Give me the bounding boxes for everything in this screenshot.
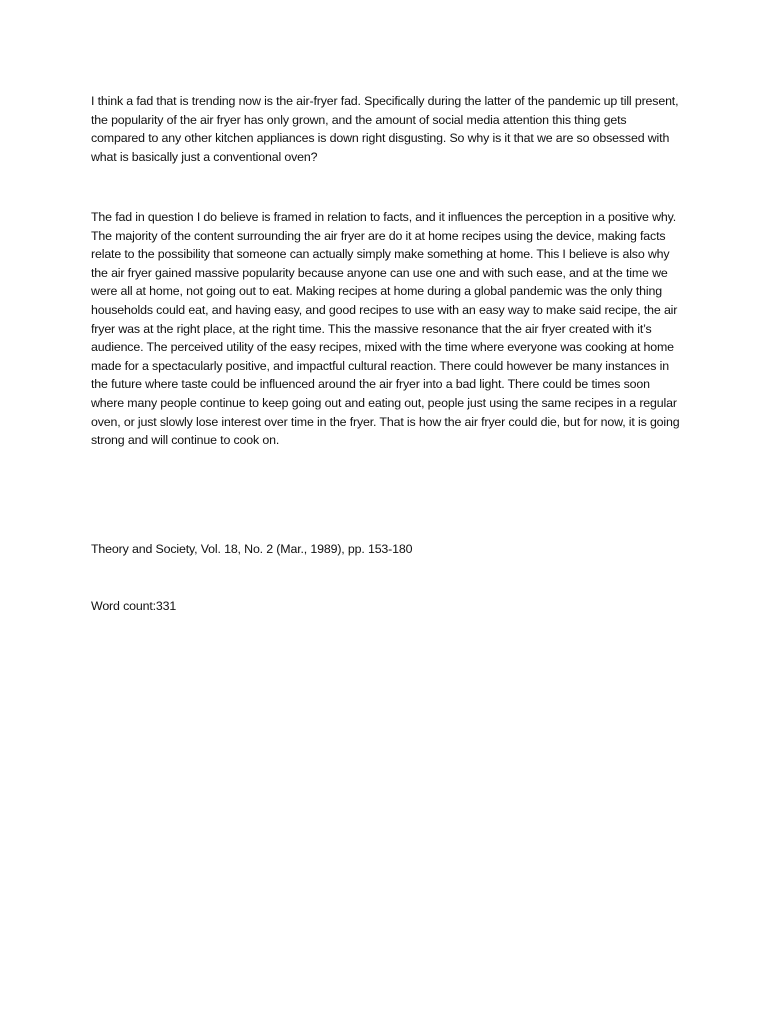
paragraph-analysis: The fad in question I do believe is framed in relation to facts, and it influences the perception in a positive why. The majority of the content surrounding the air fryer are do it at home recipes using the device, making facts relate to the possibility that someone can actually simply make something at home. This I believe is also why the air fryer gained massive popularity because anyone can use one and with such ease, and at the time we were all at home, not going out to eat. Making recipes at home during a global pandemic was the only thing households could eat, and having easy, and good recipes to use with an easy way to make said recipe, the air fryer was at the right place, at the right time. This the massive resonance that the air fryer created with it’s audience. The perceived utility of the easy recipes, mixed with the time where everyone was cooking at home made for a spectacularly positive, and impactful cultural reaction. There could however be many instances in the future where taste could be influenced around the air fryer into a bad light. There could be times soon where many people continue to keep going out and eating out, people just using the same recipes in a regular oven, or just slowly lose interest over time in the fryer. That is how the air fryer could die, but for now, it is going strong and will continue to cook on.: [91, 210, 680, 448]
citation: Theory and Society, Vol. 18, No. 2 (Mar., 1989), pp. 153-180: [91, 542, 413, 556]
word-count: Word count:331: [91, 599, 177, 613]
paragraph-intro: I think a fad that is trending now is the air-fryer fad. Specifically during the latter of the pandemic up till present, the popularity of the air fryer has only grown, and the amount of social media attention this thing gets compared to any other kitchen appliances is down right disgusting. So why is it that we are so obsessed with what is basically just a conventional oven?: [91, 94, 679, 164]
